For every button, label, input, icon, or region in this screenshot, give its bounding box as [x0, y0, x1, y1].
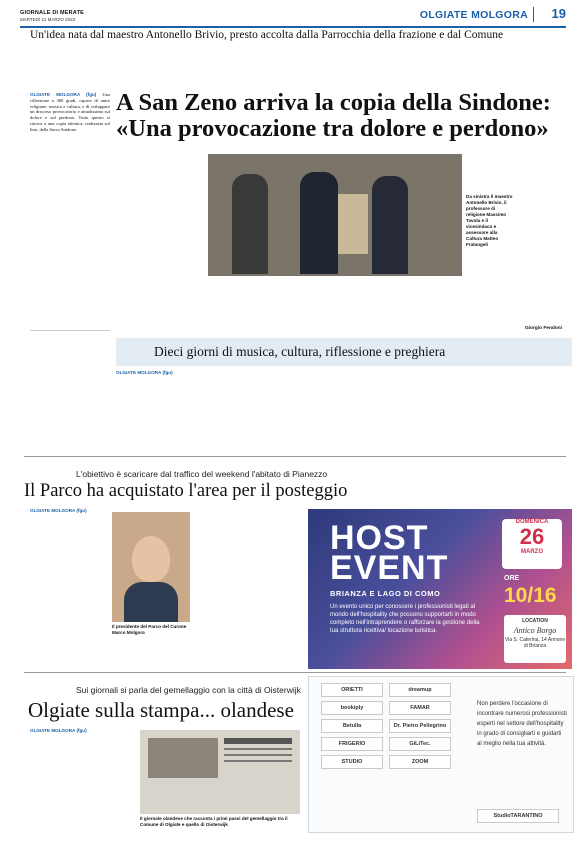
article1-column-5: [516, 150, 572, 322]
sponsors-message: Non perdere l'occasione di incontrare numerosi professionisti esperti nel settore dell'hospitality in grado di consigliarti e guidarti al meglio nella tua attività.: [477, 701, 567, 747]
article1-photo-caption: Da sinistra il maestro Antonello Brivio, il professore di religione Massimo Tavola e il vicesindaco e assessore alla Cultura Matteo Fratangeli: [466, 194, 513, 247]
article1-subhead: Dieci giorni di musica, cultura, riflessione e preghiera: [154, 344, 446, 359]
sponsor-logo[interactable]: dreamup: [389, 683, 451, 697]
article3-column-1: [30, 728, 134, 734]
article2-byline: OLGIATE MOLGORA (fgu): [30, 508, 87, 513]
sponsor-logo[interactable]: ZOOM: [389, 755, 451, 769]
sponsor-logo[interactable]: StudioTARANTINO: [477, 809, 559, 823]
article2-headline: Il Parco ha acquistato l'area per il posteggio: [24, 481, 348, 501]
ad-location-box: [504, 615, 566, 663]
section-rule-2: [24, 672, 566, 673]
ad-location-address: Via S. Caterina, 14 Annone di Brianza: [504, 637, 566, 649]
article1-lead: Una riflessione a 360 gradi, capace di unire religione, musica e cultura, e di sviluppare un discorso provocatorio e attualissimo sul dolore e sul perdono. Tutto questo si ritrova a una copia identica, realizzata sul lino, della Sacra Sindone.: [30, 92, 110, 132]
article1-column-1: [30, 92, 110, 324]
article1-column-1-lower: [30, 326, 110, 446]
ad-title-line-1: HOST: [330, 519, 429, 557]
section-label: OLGIATE MOLGORA: [419, 9, 528, 21]
article3-headline: Olgiate sulla stampa... olandese: [28, 698, 294, 722]
article1-byline: OLGIATE MOLGORA (fgu): [30, 92, 97, 97]
sponsor-logo[interactable]: GiLiTec.: [389, 737, 451, 751]
sponsor-logo[interactable]: bookiply: [321, 701, 383, 715]
subarticle-column-1: [116, 370, 190, 376]
issue-date: MARTEDÌ 21 MARZO 2023: [20, 17, 76, 22]
ad-hours-label: ORE: [504, 575, 520, 582]
header-divider: [533, 7, 534, 22]
article1-kicker: Un'idea nata dal maestro Antonello Brivio, presto accolta dalla Parrocchia della frazione e dal Comune: [30, 29, 504, 41]
ad-day: 26: [519, 524, 545, 549]
ad-location-name: Antico Borgo: [513, 626, 557, 635]
headline-line-1: A San Zeno arriva la copia della Sindone:: [116, 89, 551, 116]
sponsor-logo[interactable]: Dr. Pietro Pellegrino: [389, 719, 451, 733]
ad-hours: 10/16: [504, 584, 557, 607]
article2-photo-caption: Il presidente del Parco del Curone Marco Molgora: [112, 624, 187, 635]
sponsor-logo[interactable]: FAMAR: [389, 701, 451, 715]
masthead: GIORNALE DI MERATE: [20, 10, 84, 16]
ad-day-name: DOMENICA: [515, 519, 549, 525]
sponsor-logos-panel: [308, 676, 574, 833]
sponsor-logo[interactable]: Betulla: [321, 719, 383, 733]
host-event-advert[interactable]: [308, 509, 572, 669]
article3-kicker: Sui giornali si parla del gemellaggio con la città di Oisterwijk: [76, 685, 301, 695]
page-number: 19: [551, 6, 566, 21]
sponsor-logo[interactable]: ORIETTI: [321, 683, 383, 697]
ad-title: [330, 519, 449, 587]
article2-column-1: [30, 508, 104, 514]
article2-photo: [112, 512, 190, 622]
ad-date-box: [502, 519, 562, 569]
subarticle-byline: OLGIATE MOLGORA (fgu): [116, 370, 173, 375]
ad-body: Un evento unico per conoscere i professionisti legati al mondo dell'hospitality che possono supportarti in modo completo nell'intraprendere o rafforzare la gestione della tua struttura ricettiva/ locazione turistica.: [330, 604, 480, 634]
article3-photo: [140, 730, 300, 814]
article1-headline: [116, 90, 556, 142]
headline-line-2: «Una provocazione tra dolore e perdono»: [116, 115, 549, 142]
article3-photo-caption: Il giornale olandese che racconta i primi passi del gemellaggio tra il Comune di Olgiate e quello di Oisterwijk: [140, 816, 288, 827]
article2-kicker: L'obiettivo è scaricare dal traffico del weekend l'abitato di Pianezzo: [76, 469, 328, 479]
ad-title-line-2: EVENT: [330, 549, 449, 587]
sponsor-logo[interactable]: FRIGERIO: [321, 737, 383, 751]
sponsor-logo[interactable]: STUDIO: [321, 755, 383, 769]
article1-photo: [208, 154, 462, 276]
article1-column-2: [116, 150, 206, 336]
article1-signature: Giorgio Fendoni: [524, 326, 562, 331]
ad-month: MARZO: [521, 549, 543, 555]
ad-subtitle: BRIANZA E LAGO DI COMO: [330, 589, 441, 598]
ad-location-label: LOCATION: [522, 618, 548, 624]
article3-byline: OLGIATE MOLGORA (fgu): [30, 728, 87, 733]
section-rule-1: [24, 456, 566, 457]
header-rule: [20, 26, 566, 28]
